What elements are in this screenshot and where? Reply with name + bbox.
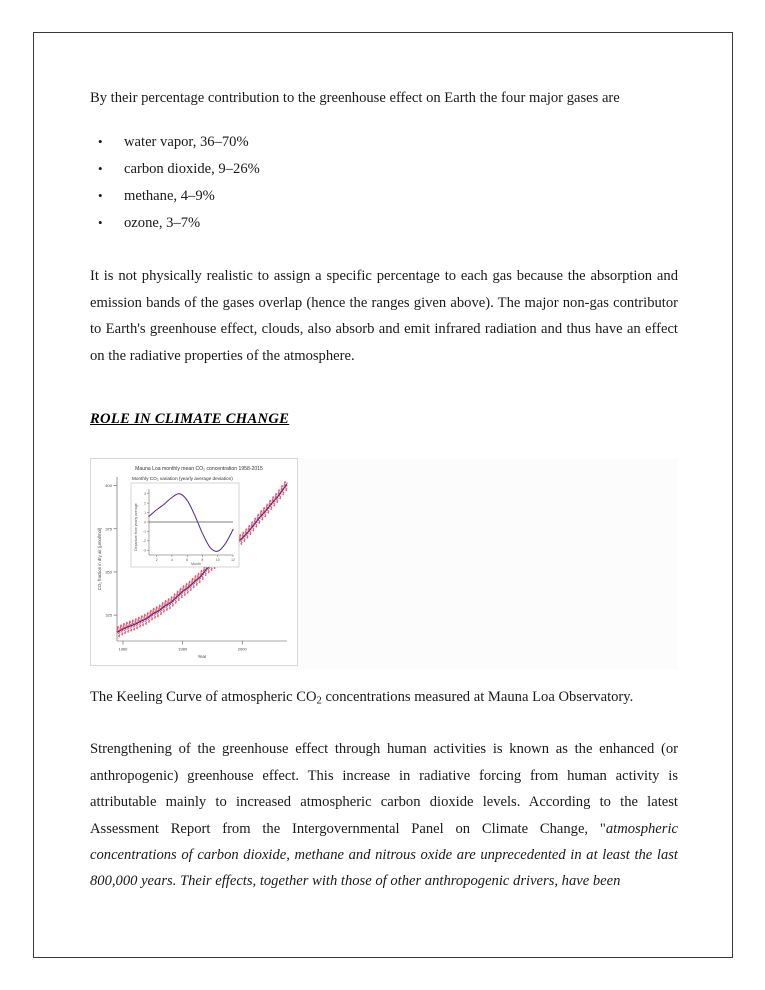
chart-y-axis-label: CO₂ fraction in dry air (μmol/mol) [97,527,102,591]
svg-text:1980: 1980 [178,646,188,652]
svg-text:4: 4 [170,558,173,563]
svg-text:-1: -1 [143,529,146,534]
inset-y-axis-label: Departure from yearly average [134,503,138,551]
lead-paragraph: By their percentage contribution to the greenhouse effect on Earth the four major gases are [90,90,620,106]
svg-text:-2: -2 [143,539,146,544]
keeling-curve-svg [91,459,297,665]
svg-text:6: 6 [186,558,189,563]
figure-region [90,458,678,670]
chart-inset [131,476,239,567]
spacer [90,237,678,263]
svg-text:350: 350 [105,569,112,575]
chart-x-axis-label: Year [197,654,207,660]
body-paragraph: It is not physically realistic to assign a specific percentage to each gas because the absorption and emission bands of the gases overlap (hence the ranges given above). The major non-gas contributor to Earth's greenhouse effect, clouds, also absorb and emit infrared radiation and thus have an effect on the radiative properties of the atmosphere. [90,268,678,364]
svg-text:375: 375 [105,526,112,532]
svg-text:-3: -3 [143,548,146,553]
inset-panel-background [131,483,239,567]
keeling-curve-chart [90,458,298,666]
list-item: • ozone, 3–7% [90,210,678,237]
svg-text:2000: 2000 [237,646,247,652]
svg-text:2: 2 [144,501,146,506]
closing-paragraph-quote: atmospheric concentrations of carbon dioxide, methane and nitrous oxide are unprecedented in at least the last 800,000 years. Their effects, together with those of other anthropogenic drivers, have been [90,820,678,890]
svg-text:3: 3 [144,492,146,497]
svg-text:400: 400 [105,483,112,489]
figure-caption-subscript: 2 [316,695,322,707]
svg-text:10: 10 [215,558,220,563]
svg-text:2: 2 [155,558,158,563]
svg-text:12: 12 [231,558,235,563]
list-item: • water vapor, 36–70% [90,129,678,156]
svg-text:8: 8 [201,558,204,563]
svg-text:1960: 1960 [118,646,128,652]
greenhouse-gas-list [90,129,678,237]
section-heading: ROLE IN CLIMATE CHANGE [90,411,290,428]
svg-text:325: 325 [105,612,112,618]
closing-paragraph-plain: Strengthening of the greenhouse effect through human activities is known as the enhanced (or anthropogenic) greenhouse effect. This increase in radiative forcing from human activity is attributable mainly to increased atmospheric carbon dioxide levels. According to the latest Assessment Report from the Intergovernmental Panel on Climate Change, " [90,741,678,837]
figure-caption [90,684,678,714]
list-item: • methane, 4–9% [90,183,678,210]
list-item: • carbon dioxide, 9–26% [90,156,678,183]
inset-title: Monthly CO₂ variation (yearly average deviation) [132,476,233,482]
chart-title: Mauna Loa monthly mean CO₂ concentration 1958-2015 [135,466,263,473]
figure-caption-text-after: concentrations measured at Mauna Loa Observatory. [321,689,634,706]
inset-x-axis-label: Month [191,562,201,567]
svg-text:0: 0 [144,520,146,525]
closing-paragraph [90,736,678,894]
document-body [90,85,678,895]
spacer [90,714,678,736]
document-page [33,32,733,958]
figure-caption-text-before: The Keeling Curve of atmospheric CO [90,689,317,706]
svg-text:1: 1 [144,510,146,515]
